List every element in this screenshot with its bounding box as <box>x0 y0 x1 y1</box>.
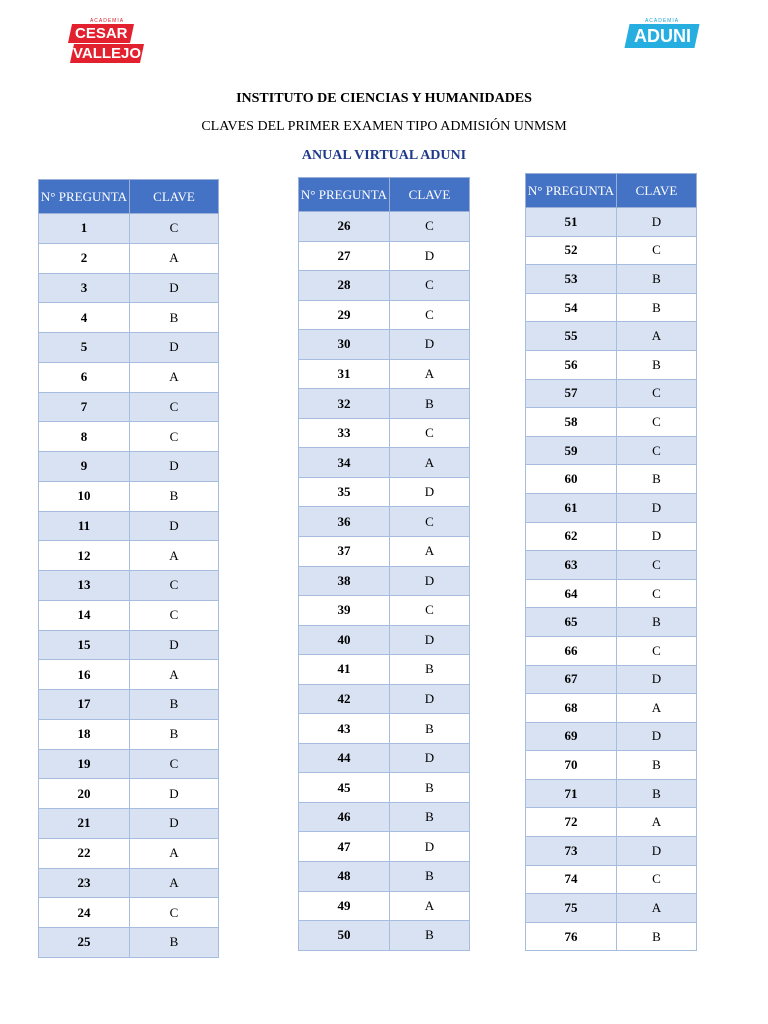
table-row <box>299 596 470 626</box>
table-row <box>39 392 219 422</box>
question-number: 15 <box>39 630 130 660</box>
answer-key: C <box>130 422 219 452</box>
table-row <box>526 551 697 580</box>
answer-key: D <box>130 333 219 363</box>
question-number: 75 <box>526 894 617 923</box>
question-number: 34 <box>299 448 390 478</box>
question-number: 52 <box>526 236 617 265</box>
answer-key: D <box>390 743 470 773</box>
table-row <box>299 271 470 301</box>
question-number: 29 <box>299 300 390 330</box>
table-row <box>39 214 219 244</box>
answer-key: C <box>130 392 219 422</box>
logo-name: ADUNI <box>624 24 699 48</box>
question-number: 30 <box>299 330 390 360</box>
table-row <box>39 600 219 630</box>
table-row <box>39 630 219 660</box>
answer-key: D <box>130 511 219 541</box>
answer-key: B <box>617 265 697 294</box>
table-row <box>526 322 697 351</box>
answer-key: A <box>617 894 697 923</box>
question-number: 18 <box>39 719 130 749</box>
question-number: 45 <box>299 773 390 803</box>
answer-key: D <box>130 779 219 809</box>
table-row <box>299 566 470 596</box>
question-number: 23 <box>39 868 130 898</box>
answer-key: C <box>130 571 219 601</box>
table-row <box>526 865 697 894</box>
question-number: 62 <box>526 522 617 551</box>
table-row <box>299 389 470 419</box>
answer-key: D <box>390 684 470 714</box>
question-number: 56 <box>526 350 617 379</box>
answer-key: B <box>617 922 697 951</box>
table-row <box>526 636 697 665</box>
column-header-number: N° PREGUNTA <box>299 178 390 212</box>
question-number: 20 <box>39 779 130 809</box>
question-number: 51 <box>526 208 617 237</box>
question-number: 16 <box>39 660 130 690</box>
logo-line-2: VALLEJO <box>70 44 144 63</box>
table-row <box>526 751 697 780</box>
question-number: 74 <box>526 865 617 894</box>
question-number: 68 <box>526 694 617 723</box>
table-row <box>299 832 470 862</box>
answer-key: A <box>617 694 697 723</box>
table-row <box>39 660 219 690</box>
answer-key: C <box>617 436 697 465</box>
question-number: 43 <box>299 714 390 744</box>
table-row <box>526 465 697 494</box>
answer-key: D <box>390 330 470 360</box>
answer-key: C <box>390 596 470 626</box>
answer-key: B <box>617 465 697 494</box>
table-row <box>526 894 697 923</box>
answer-key: D <box>617 493 697 522</box>
question-number: 65 <box>526 608 617 637</box>
answer-key: D <box>390 625 470 655</box>
table-row <box>526 493 697 522</box>
question-number: 14 <box>39 600 130 630</box>
question-number: 66 <box>526 636 617 665</box>
answer-key: A <box>130 868 219 898</box>
answer-key: A <box>390 359 470 389</box>
table-row <box>39 838 219 868</box>
question-number: 37 <box>299 537 390 567</box>
answer-key: D <box>390 566 470 596</box>
table-row <box>39 779 219 809</box>
question-number: 9 <box>39 452 130 482</box>
answer-key: C <box>390 300 470 330</box>
table-row <box>526 665 697 694</box>
exam-title: CLAVES DEL PRIMER EXAMEN TIPO ADMISIÓN UNMSM <box>201 119 567 134</box>
question-number: 46 <box>299 802 390 832</box>
column-header-number: N° PREGUNTA <box>39 180 130 214</box>
question-number: 28 <box>299 271 390 301</box>
table-row <box>526 436 697 465</box>
answer-key: C <box>130 600 219 630</box>
answer-key: B <box>130 928 219 958</box>
answer-key: A <box>130 541 219 571</box>
answer-key: C <box>130 749 219 779</box>
table-header-row <box>39 180 219 214</box>
answer-key: C <box>617 865 697 894</box>
question-number: 53 <box>526 265 617 294</box>
answer-key: A <box>390 448 470 478</box>
answer-key: D <box>617 208 697 237</box>
table-row <box>526 837 697 866</box>
question-number: 71 <box>526 779 617 808</box>
answer-key: B <box>617 293 697 322</box>
answer-key: C <box>617 579 697 608</box>
table-row <box>299 418 470 448</box>
answer-key: C <box>617 636 697 665</box>
table-row <box>39 303 219 333</box>
institute-title: INSTITUTO DE CIENCIAS Y HUMANIDADES <box>236 91 532 106</box>
answer-key: B <box>390 921 470 951</box>
column-header-key: CLAVE <box>130 180 219 214</box>
table-row <box>39 571 219 601</box>
question-number: 58 <box>526 408 617 437</box>
question-number: 47 <box>299 832 390 862</box>
answer-key: B <box>617 350 697 379</box>
question-number: 64 <box>526 579 617 608</box>
table-row <box>299 300 470 330</box>
answer-table-3 <box>525 173 697 951</box>
table-header-row <box>526 174 697 208</box>
question-number: 10 <box>39 481 130 511</box>
table-row <box>299 743 470 773</box>
answer-key: C <box>390 507 470 537</box>
answer-key: D <box>130 273 219 303</box>
question-number: 8 <box>39 422 130 452</box>
column-header-key: CLAVE <box>390 178 470 212</box>
answer-key: C <box>617 236 697 265</box>
answer-key: D <box>130 452 219 482</box>
question-number: 19 <box>39 749 130 779</box>
table-row <box>39 898 219 928</box>
table-row <box>299 330 470 360</box>
table-row <box>39 809 219 839</box>
table-header-row <box>299 178 470 212</box>
question-number: 54 <box>526 293 617 322</box>
table-row <box>526 808 697 837</box>
question-number: 49 <box>299 891 390 921</box>
table-row <box>299 477 470 507</box>
question-number: 4 <box>39 303 130 333</box>
table-row <box>299 891 470 921</box>
answer-key: C <box>617 408 697 437</box>
table-row <box>526 208 697 237</box>
question-number: 60 <box>526 465 617 494</box>
question-number: 41 <box>299 655 390 685</box>
question-number: 33 <box>299 418 390 448</box>
question-number: 2 <box>39 243 130 273</box>
question-number: 1 <box>39 214 130 244</box>
question-number: 17 <box>39 690 130 720</box>
answer-table-1 <box>38 179 219 958</box>
answer-key: B <box>617 779 697 808</box>
table-row <box>526 265 697 294</box>
table-row <box>299 862 470 892</box>
answer-key: D <box>617 665 697 694</box>
answer-key: D <box>390 241 470 271</box>
question-number: 48 <box>299 862 390 892</box>
answer-key: A <box>130 660 219 690</box>
table-row <box>299 625 470 655</box>
question-number: 63 <box>526 551 617 580</box>
table-row <box>299 684 470 714</box>
table-row <box>526 293 697 322</box>
table-row <box>526 922 697 951</box>
question-number: 5 <box>39 333 130 363</box>
answer-key: D <box>617 522 697 551</box>
answer-key: D <box>130 630 219 660</box>
question-number: 22 <box>39 838 130 868</box>
answer-key: B <box>617 751 697 780</box>
question-number: 35 <box>299 477 390 507</box>
table-row <box>299 212 470 242</box>
answer-table-2 <box>298 177 470 951</box>
answer-key: A <box>617 808 697 837</box>
answer-key: D <box>390 832 470 862</box>
table-row <box>39 481 219 511</box>
table-row <box>299 773 470 803</box>
question-number: 27 <box>299 241 390 271</box>
table-row <box>526 408 697 437</box>
column-header-number: N° PREGUNTA <box>526 174 617 208</box>
table-row <box>299 448 470 478</box>
table-row <box>299 921 470 951</box>
answer-key: B <box>390 773 470 803</box>
question-number: 73 <box>526 837 617 866</box>
cesar-vallejo-logo <box>68 18 146 64</box>
table-row <box>299 241 470 271</box>
question-number: 3 <box>39 273 130 303</box>
table-row <box>526 608 697 637</box>
table-row <box>526 694 697 723</box>
table-row <box>299 655 470 685</box>
answer-key: B <box>130 481 219 511</box>
question-number: 59 <box>526 436 617 465</box>
question-number: 39 <box>299 596 390 626</box>
table-row <box>39 719 219 749</box>
answer-key: D <box>617 722 697 751</box>
table-row <box>39 452 219 482</box>
table-row <box>39 333 219 363</box>
column-header-key: CLAVE <box>617 174 697 208</box>
table-row <box>526 350 697 379</box>
question-number: 67 <box>526 665 617 694</box>
question-number: 7 <box>39 392 130 422</box>
table-row <box>526 236 697 265</box>
logo-line-1: CESAR <box>68 24 134 43</box>
table-row <box>299 359 470 389</box>
answer-key: C <box>617 379 697 408</box>
question-number: 57 <box>526 379 617 408</box>
question-number: 25 <box>39 928 130 958</box>
table-row <box>39 541 219 571</box>
answer-key: D <box>390 477 470 507</box>
answer-key: B <box>390 655 470 685</box>
question-number: 40 <box>299 625 390 655</box>
answer-key: C <box>617 551 697 580</box>
table-row <box>299 714 470 744</box>
answer-key: C <box>130 214 219 244</box>
answer-key: B <box>130 690 219 720</box>
question-number: 42 <box>299 684 390 714</box>
table-row <box>299 802 470 832</box>
table-row <box>39 511 219 541</box>
answer-key: A <box>617 322 697 351</box>
question-number: 69 <box>526 722 617 751</box>
question-number: 55 <box>526 322 617 351</box>
table-row <box>526 379 697 408</box>
question-number: 76 <box>526 922 617 951</box>
answer-key: C <box>390 212 470 242</box>
question-number: 21 <box>39 809 130 839</box>
question-number: 38 <box>299 566 390 596</box>
question-number: 24 <box>39 898 130 928</box>
answer-key: C <box>390 271 470 301</box>
course-title: ANUAL VIRTUAL ADUNI <box>301 148 467 163</box>
table-row <box>39 749 219 779</box>
question-number: 32 <box>299 389 390 419</box>
question-number: 12 <box>39 541 130 571</box>
answer-key: A <box>390 537 470 567</box>
table-row <box>526 779 697 808</box>
logo-caption: ACADEMIA <box>644 18 680 24</box>
answer-key: B <box>390 714 470 744</box>
question-number: 70 <box>526 751 617 780</box>
table-row <box>526 579 697 608</box>
table-row <box>299 507 470 537</box>
answer-key: B <box>390 802 470 832</box>
question-number: 6 <box>39 362 130 392</box>
table-row <box>526 522 697 551</box>
answer-key: B <box>130 719 219 749</box>
question-number: 61 <box>526 493 617 522</box>
question-number: 44 <box>299 743 390 773</box>
answer-key: A <box>390 891 470 921</box>
answer-key: C <box>130 898 219 928</box>
question-number: 50 <box>299 921 390 951</box>
table-row <box>39 273 219 303</box>
table-row <box>299 537 470 567</box>
table-row <box>39 928 219 958</box>
logo-caption: ACADEMIA <box>89 18 125 24</box>
aduni-logo <box>624 18 700 52</box>
answer-key: B <box>390 389 470 419</box>
table-row <box>39 362 219 392</box>
answer-key: D <box>130 809 219 839</box>
question-number: 72 <box>526 808 617 837</box>
question-number: 26 <box>299 212 390 242</box>
table-row <box>39 422 219 452</box>
answer-key: A <box>130 362 219 392</box>
answer-key: B <box>390 862 470 892</box>
answer-key: B <box>617 608 697 637</box>
answer-key: C <box>390 418 470 448</box>
answer-key: D <box>617 837 697 866</box>
table-row <box>39 243 219 273</box>
table-row <box>39 868 219 898</box>
question-number: 13 <box>39 571 130 601</box>
question-number: 31 <box>299 359 390 389</box>
answer-key: B <box>130 303 219 333</box>
question-number: 11 <box>39 511 130 541</box>
answer-key: A <box>130 243 219 273</box>
question-number: 36 <box>299 507 390 537</box>
answer-key: A <box>130 838 219 868</box>
table-row <box>39 690 219 720</box>
table-row <box>526 722 697 751</box>
